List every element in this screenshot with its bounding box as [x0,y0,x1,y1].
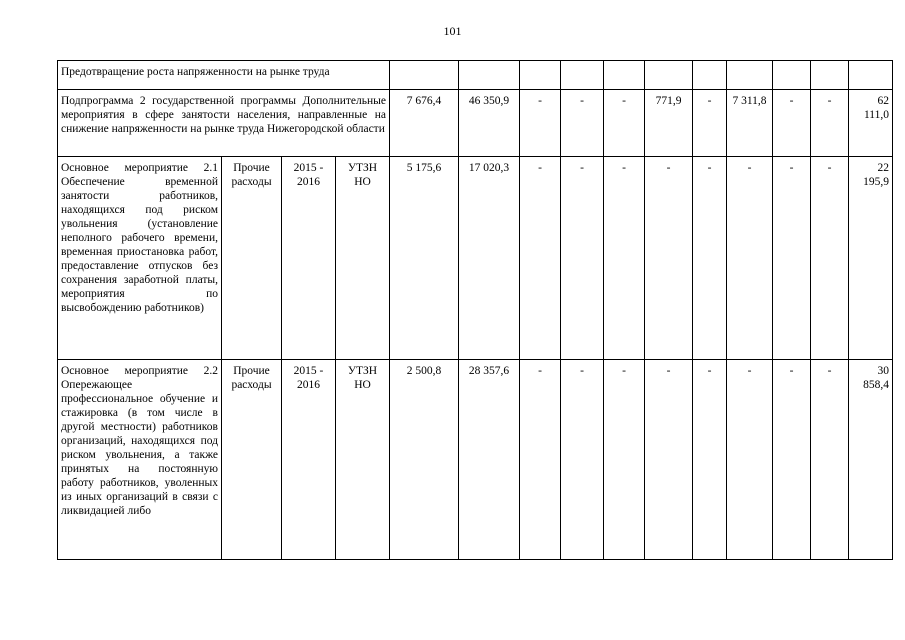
total-cell: 22 195,9 [849,157,893,360]
table-cell [459,61,520,90]
table-cell [693,61,727,90]
value-cell: 28 357,6 [459,360,520,560]
value-cell: - [645,360,693,560]
subprogram-name-cell: Подпрограмма 2 государственной программы Дополнительные мероприятия в сфере занятости населения, направленные на снижение напряженности на рынке труда Нижегородской области [58,90,390,157]
measure-name-cell: Основное мероприятие 2.2 Опережающее профессиональное обучение и стажировка (в том числе в другой местности) работников организаций, находящихся под риском увольнения, а также принятых на постоянную работу работников, уволенных из иных организаций в связи с ликвидацией либо [58,360,222,560]
value-cell: - [645,157,693,360]
table-cell [561,61,604,90]
table-cell [773,61,811,90]
value-cell: - [773,360,811,560]
value-cell: - [561,90,604,157]
value-cell: 771,9 [645,90,693,157]
value-cell: - [604,157,645,360]
value-cell: 7 311,8 [727,90,773,157]
value-cell: 2 500,8 [390,360,459,560]
value-cell: - [693,360,727,560]
value-cell: - [693,157,727,360]
budget-table [57,60,893,560]
table-cell [727,61,773,90]
value-cell: - [561,157,604,360]
table-cell [604,61,645,90]
value-cell: - [811,157,849,360]
section-title-cell: Предотвращение роста напряженности на рынке труда [58,61,390,90]
value-cell: - [604,90,645,157]
table-cell [520,61,561,90]
executor-cell: УТЗН НО [336,157,390,360]
total-cell: 30 858,4 [849,360,893,560]
value-cell: - [727,157,773,360]
value-cell: - [520,90,561,157]
value-cell: - [811,360,849,560]
value-cell: 46 350,9 [459,90,520,157]
value-cell: - [773,90,811,157]
table-cell [390,61,459,90]
page-number: 101 [443,24,462,38]
value-cell: - [520,360,561,560]
value-cell: 5 175,6 [390,157,459,360]
value-cell: - [727,360,773,560]
measure-name-cell: Основное мероприятие 2.1 Обеспечение временной занятости работников, находящихся под риском увольнения (установление неполного рабочего времени, временная приостановка работ, предоставление отпусков без сохранения заработной платы, мероприятия по высвобождению работников) [58,157,222,360]
executor-cell: УТЗН НО [336,360,390,560]
period-cell: 2015 - 2016 [282,360,336,560]
table-cell [811,61,849,90]
table-cell [849,61,893,90]
value-cell: - [604,360,645,560]
total-cell: 62 111,0 [849,90,893,157]
value-cell: - [693,90,727,157]
expense-type-cell: Прочие расходы [222,157,282,360]
table-cell [645,61,693,90]
value-cell: - [811,90,849,157]
value-cell: - [773,157,811,360]
value-cell: 17 020,3 [459,157,520,360]
value-cell: - [520,157,561,360]
table-row-subprogram [58,90,893,157]
table-row-measure [58,157,893,360]
value-cell: 7 676,4 [390,90,459,157]
expense-type-cell: Прочие расходы [222,360,282,560]
value-cell: - [561,360,604,560]
table-row-section [58,61,893,90]
period-cell: 2015 - 2016 [282,157,336,360]
table-row-measure [58,360,893,560]
